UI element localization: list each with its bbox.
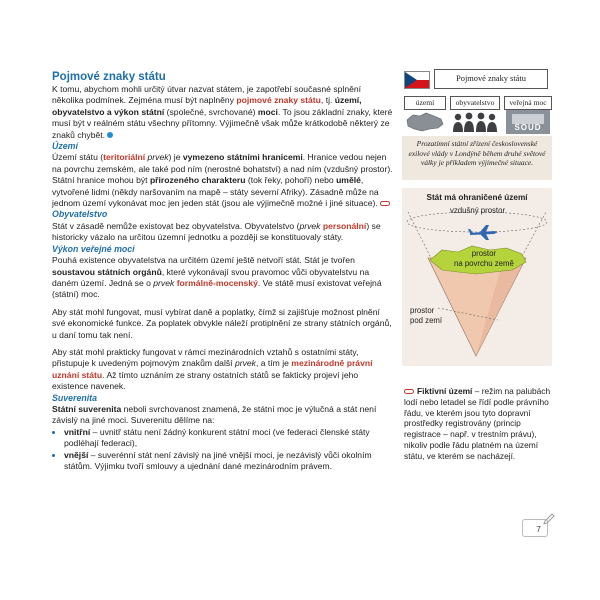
term-highlight: teritoriální	[103, 152, 146, 163]
heading-obyvatelstvo: Obyvatelstvo	[52, 209, 108, 220]
czech-map-icon	[404, 110, 446, 134]
heading-suverenita: Suverenita	[52, 392, 97, 403]
label-verejna-moc: veřejná moc	[504, 96, 552, 110]
text: . Až tímto uznáním ze strany ostatních států se fakticky projeví jeho existence navenek.	[52, 369, 359, 392]
term-bold: moci	[257, 106, 278, 117]
text: ) se historicky vázalo na určitou územní jednotku a později se konstituovaly státy.	[52, 220, 381, 243]
heading-moc: Výkon veřejné moci	[52, 243, 135, 254]
term-italic: prvek	[299, 220, 321, 231]
moc-paragraph-3	[52, 347, 394, 393]
sidebar-caption: Prozatímní státní zřízení československé exilové vlády v Londýně během druhé světové války je příkladem výjimečné situace.	[402, 136, 552, 180]
obyvatelstvo-paragraph	[52, 221, 394, 244]
note-text: – režim na palubách lodí nebo letadel se řídí podle právního řádu, ve kterém jsou tyto dopravní prostředky registrovány (princip registrace – např. v trestním právu), nikoliv podle řádu platném na území státu, ve kterém se nacházejí.	[404, 386, 551, 461]
text: . To jsou základní znaky, které musí být v reálném státu všechny přítomny. Výjimečně však může krátkodobě některý ze znaků chybět.	[52, 106, 393, 140]
suverenita-paragraph	[52, 404, 394, 427]
airplane-icon	[468, 225, 498, 240]
heading-uzemi: Území	[52, 141, 78, 152]
term-bold: Státní suverenita	[52, 403, 122, 414]
label-uzemi: území	[404, 96, 446, 110]
court-building-icon	[506, 110, 550, 134]
uzemi-paragraph-1	[52, 152, 394, 175]
text: K tomu, abychom mohli určitý útvar nazvat státem, je zapotřebí současné splnění několika podmínek. Zejména musí být naplněny	[52, 84, 362, 106]
term-bold: přirozeného charakteru	[149, 175, 246, 186]
text: , tj.	[320, 95, 335, 106]
text: neboli svrchovanost znamená, že státní moc je výlučná a stát není závislý na jiné moci. Suverenitu dělíme na:	[52, 403, 377, 426]
czech-flag-icon	[404, 71, 430, 89]
term-bold: vymezeno státními hranicemi	[182, 152, 303, 163]
moc-paragraph-2: Aby stát mohl fungovat, musí vybírat daně a poplatky, čímž si zajišťuje možnost plnění své ekonomické funkce. Za poplatek obvykle náleží protiplnění ze strany státních orgánů, u daní tomu tak není.	[52, 306, 392, 340]
term-bold: vnější	[64, 449, 89, 460]
people-icon	[450, 110, 500, 134]
list-item	[64, 450, 394, 473]
note-title: Fiktivní území	[417, 386, 473, 396]
term-bold: soustavou státních orgánů	[52, 266, 162, 277]
term-italic: prvek	[147, 152, 169, 163]
term-highlight: pojmové znaky státu	[236, 95, 321, 106]
stamp-text: SOUD	[514, 123, 542, 132]
text: Území státu (	[52, 152, 104, 163]
text: Pouhá existence obyvatelstva na určitém území ještě netvoří stát. Stát je tvořen	[52, 255, 355, 266]
uzemi-paragraph-2	[52, 175, 394, 209]
text: ) je	[168, 152, 183, 163]
main-column	[52, 70, 394, 472]
info-dot-icon	[107, 132, 113, 138]
term-highlight: formálně-mocenský	[176, 277, 258, 288]
section-title: Pojmové znaky státu	[52, 71, 166, 83]
text: . Hranice vedou nejen na povrchu zemském, ale také pod ním (nerostné bohatství) a nad ním (vzdušný prostor).	[52, 152, 393, 174]
label-air-space: vzdušný prostor	[450, 206, 506, 215]
term-bold: umělé	[336, 175, 361, 186]
suverenita-list	[52, 427, 394, 473]
moc-paragraph-1	[52, 255, 394, 301]
state-elements	[402, 96, 552, 134]
label-underground: prostor pod zemí	[410, 306, 443, 325]
list-item	[64, 427, 394, 450]
term-highlight: mezinárodně právní uznání státu	[52, 358, 373, 380]
text: Aby stát mohl prakticky fungovat v rámci mezinárodních vztahů s ostatními státy, přistupuje k uvedeným pojmovým znakům další	[52, 346, 359, 369]
text: – uvnitř státu není žádný konkurent státní moci (ve federaci členské státy podléhají federaci),	[64, 426, 370, 449]
sidebar-box-title: Pojmové znaky státu	[434, 69, 548, 89]
fictive-territory-note	[404, 386, 552, 462]
label-obyvatelstvo: obyvatelstvo	[450, 96, 500, 110]
text: Stát v zásadě nemůže existovat bez obyvatelstva. Obyvatelstvo (	[52, 220, 300, 231]
text: . Ve státě musí existovat veřejná (státní) moc.	[52, 277, 382, 300]
page-number: 7	[522, 519, 548, 537]
link-icon	[380, 201, 390, 206]
term-bold: území, obyvatelstvo a výkon státní	[52, 95, 362, 117]
text: (tok řeky, pohoří) nebo	[245, 175, 337, 186]
link-icon	[404, 389, 414, 394]
text: (společné, svrchované)	[164, 106, 258, 117]
term-italic: prvek	[234, 358, 256, 369]
text: , vytvořené lidmi (někdy naršovaním na mapě – státy severní Afriky). Zásadně může na jednom území vykonávat moc jen jeden stát (jsou ale výjimečně možné i jiné situace).	[52, 175, 379, 209]
term-bold: vnitřní	[64, 426, 91, 437]
territory-diagram	[402, 188, 552, 366]
diagram-title: Stát má ohraničené území	[426, 193, 528, 202]
label-surface: prostor na povrchu země	[454, 249, 514, 268]
text: Státní hranice mohou být	[52, 175, 150, 186]
pencil-icon	[542, 512, 556, 526]
text: , a tím je	[255, 358, 292, 369]
term-highlight: personální	[322, 220, 367, 231]
intro-paragraph	[52, 84, 394, 141]
term-italic: prvek	[153, 277, 175, 288]
sidebar-header	[402, 68, 552, 90]
text: – suverénní stát není závislý na jiné vnější moci, je nezávislý vůči okolním státům. Výjimku tvoří smlouvy a ujednání dané mezinárodním právem.	[64, 449, 372, 471]
text: , které vykonávají svou pravomoc vůči obyvatelstvu na daném území. Jedná se o	[52, 266, 370, 288]
